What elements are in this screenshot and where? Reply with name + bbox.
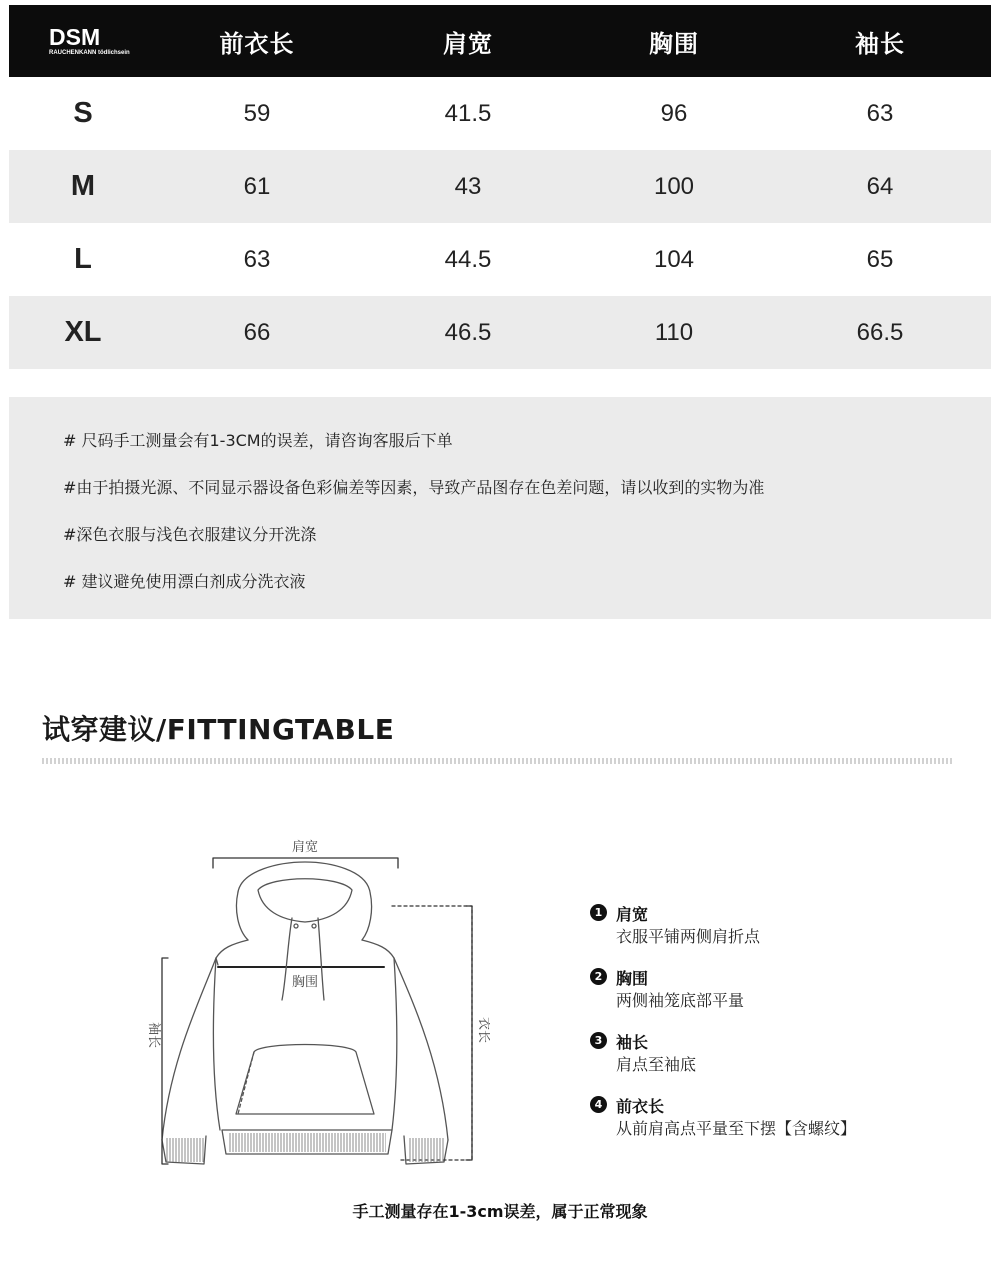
table-header <box>9 5 991 77</box>
note-wash-separately: #深色衣服与浅色衣服建议分开洗涤 <box>63 525 317 544</box>
hoodie-diagram <box>130 830 490 1179</box>
table-row <box>9 296 991 369</box>
hoodie-illustration <box>130 830 490 1175</box>
header-shoulder: 肩宽 <box>443 29 493 58</box>
size-label: L <box>74 243 92 275</box>
size-label: XL <box>64 316 102 348</box>
table-cell: 110 <box>654 318 694 346</box>
table-row <box>9 150 991 223</box>
note-no-bleach: # 建议避免使用漂白剂成分洗衣液 <box>63 572 306 591</box>
table-cell: 46.5 <box>444 318 492 346</box>
size-table <box>9 5 991 369</box>
note-measurement-error: # 尺码手工测量会有1-3CM的误差，请咨询客服后下单 <box>63 431 453 450</box>
measurement-footnote: 手工测量存在1-3cm误差，属于正常现象 <box>352 1202 648 1221</box>
table-cell: 66.5 <box>856 318 904 346</box>
brand-logo <box>9 26 157 56</box>
table-cell: 64 <box>866 172 894 200</box>
diagram-label-sleeve: 袖长 <box>146 1021 161 1049</box>
table-cell: 104 <box>653 245 695 273</box>
legend-number: 3 <box>590 1032 607 1049</box>
table-row <box>9 77 991 150</box>
header-front-length: 前衣长 <box>219 29 295 58</box>
diagram-label-shoulder: 肩宽 <box>291 840 319 855</box>
legend-desc: 衣服平铺两侧肩折点 <box>616 927 761 946</box>
legend-title: 前衣长 <box>616 1097 665 1116</box>
legend-desc: 肩点至袖底 <box>616 1055 697 1074</box>
header-chest: 胸围 <box>649 29 699 58</box>
legend-number: 2 <box>590 968 607 985</box>
table-cell: 61 <box>243 172 271 200</box>
table-cell: 96 <box>660 99 688 127</box>
legend-desc: 从前肩高点平量至下摆【含螺纹】 <box>616 1119 857 1138</box>
table-cell: 66 <box>243 318 271 346</box>
table-cell: 63 <box>866 99 894 127</box>
legend-title: 肩宽 <box>616 905 649 924</box>
section-title: 试穿建议/FITTINGTABLE <box>42 713 395 746</box>
table-cell: 100 <box>653 172 695 200</box>
diagram-label-length: 衣长 <box>476 1016 490 1044</box>
legend-title: 胸围 <box>616 969 649 988</box>
size-label: M <box>70 170 96 202</box>
table-cell: 44.5 <box>444 245 492 273</box>
table-cell: 63 <box>243 245 271 273</box>
brand-tagline: RAUCHENKANN tödlichsein <box>49 50 130 56</box>
table-cell: 41.5 <box>444 99 492 127</box>
legend-desc: 两侧袖笼底部平量 <box>616 991 745 1010</box>
header-sleeve: 袖长 <box>855 29 905 58</box>
diagram-label-chest: 胸围 <box>291 975 319 990</box>
table-cell: 65 <box>866 245 894 273</box>
legend-title: 袖长 <box>616 1033 649 1052</box>
note-color-difference: #由于拍摄光源、不同显示器设备色彩偏差等因素，导致产品图存在色差问题，请以收到的实物为准 <box>63 478 765 497</box>
legend-number: 1 <box>590 904 607 921</box>
table-cell: 43 <box>454 172 482 200</box>
size-label: S <box>73 97 93 129</box>
table-row <box>9 223 991 296</box>
notes-panel <box>9 397 991 619</box>
table-cell: 59 <box>243 99 271 127</box>
legend-number: 4 <box>590 1096 607 1113</box>
brand-name: DSM <box>49 24 101 50</box>
section-divider <box>42 758 952 764</box>
